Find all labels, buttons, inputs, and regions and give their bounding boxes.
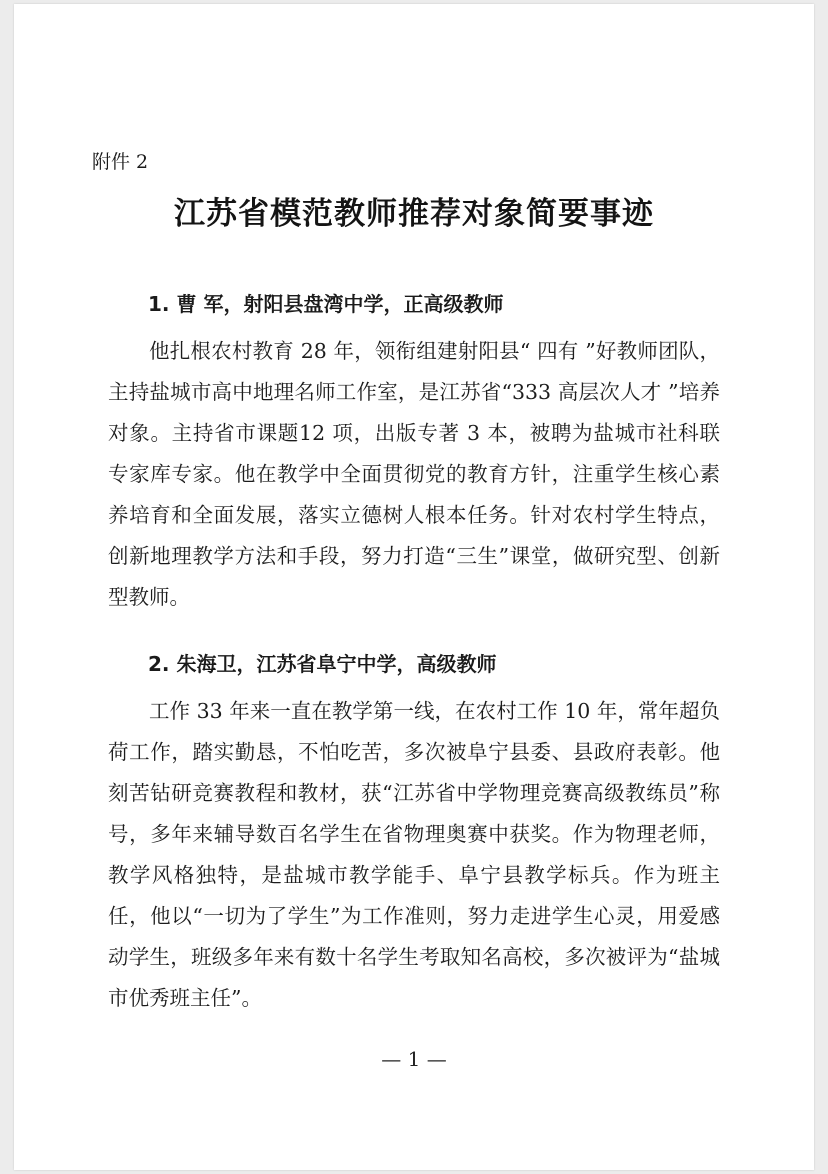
section-2 [108, 650, 720, 1019]
section-1-body: 他扎根农村教育 28 年，领衔组建射阳县“ 四有 ”好教师团队，主持盐城市高中地理名师工作室，是江苏省“333 高层次人才 ”培养对象。主持省市课题12 项，出版专著 3 本，被聘为盐城市社科联专家库专家。他在教学中全面贯彻党的教育方针，注重学生核心素养培育和全面发展，落实立德树人根本任务。针对农村学生特点，创新地理教学方法和手段，努力打造“三生”课堂，做研究型、创新型教师。 [108, 339, 720, 609]
section-2-heading: 2. 朱海卫，江苏省阜宁中学，高级教师 [148, 652, 497, 676]
section-1-heading: 1. 曹 军，射阳县盘湾中学，正高级教师 [148, 292, 504, 316]
page-number: — 1 — [381, 1047, 447, 1071]
attachment-label: 附件 2 [92, 151, 149, 173]
document-title: 江苏省模范教师推荐对象简要事迹 [174, 196, 654, 232]
section-1 [108, 290, 720, 618]
section-2-body: 工作 33 年来一直在教学第一线，在农村工作 10 年，常年超负荷工作，踏实勤恳，不怕吃苦，多次被阜宁县委、县政府表彰。他刻苦钻研竞赛教程和教材，获“江苏省中学物理竞赛高级教练员”称号，多年来辅导数百名学生在省物理奥赛中获奖。作为物理老师，教学风格独特，是盐城市教学能手、阜宁县教学标兵。作为班主任，他以“一切为了学生”为工作准则，努力走进学生心灵，用爱感动学生，班级多年来有数十名学生考取知名高校，多次被评为“盐城市优秀班主任”。 [108, 699, 720, 1010]
